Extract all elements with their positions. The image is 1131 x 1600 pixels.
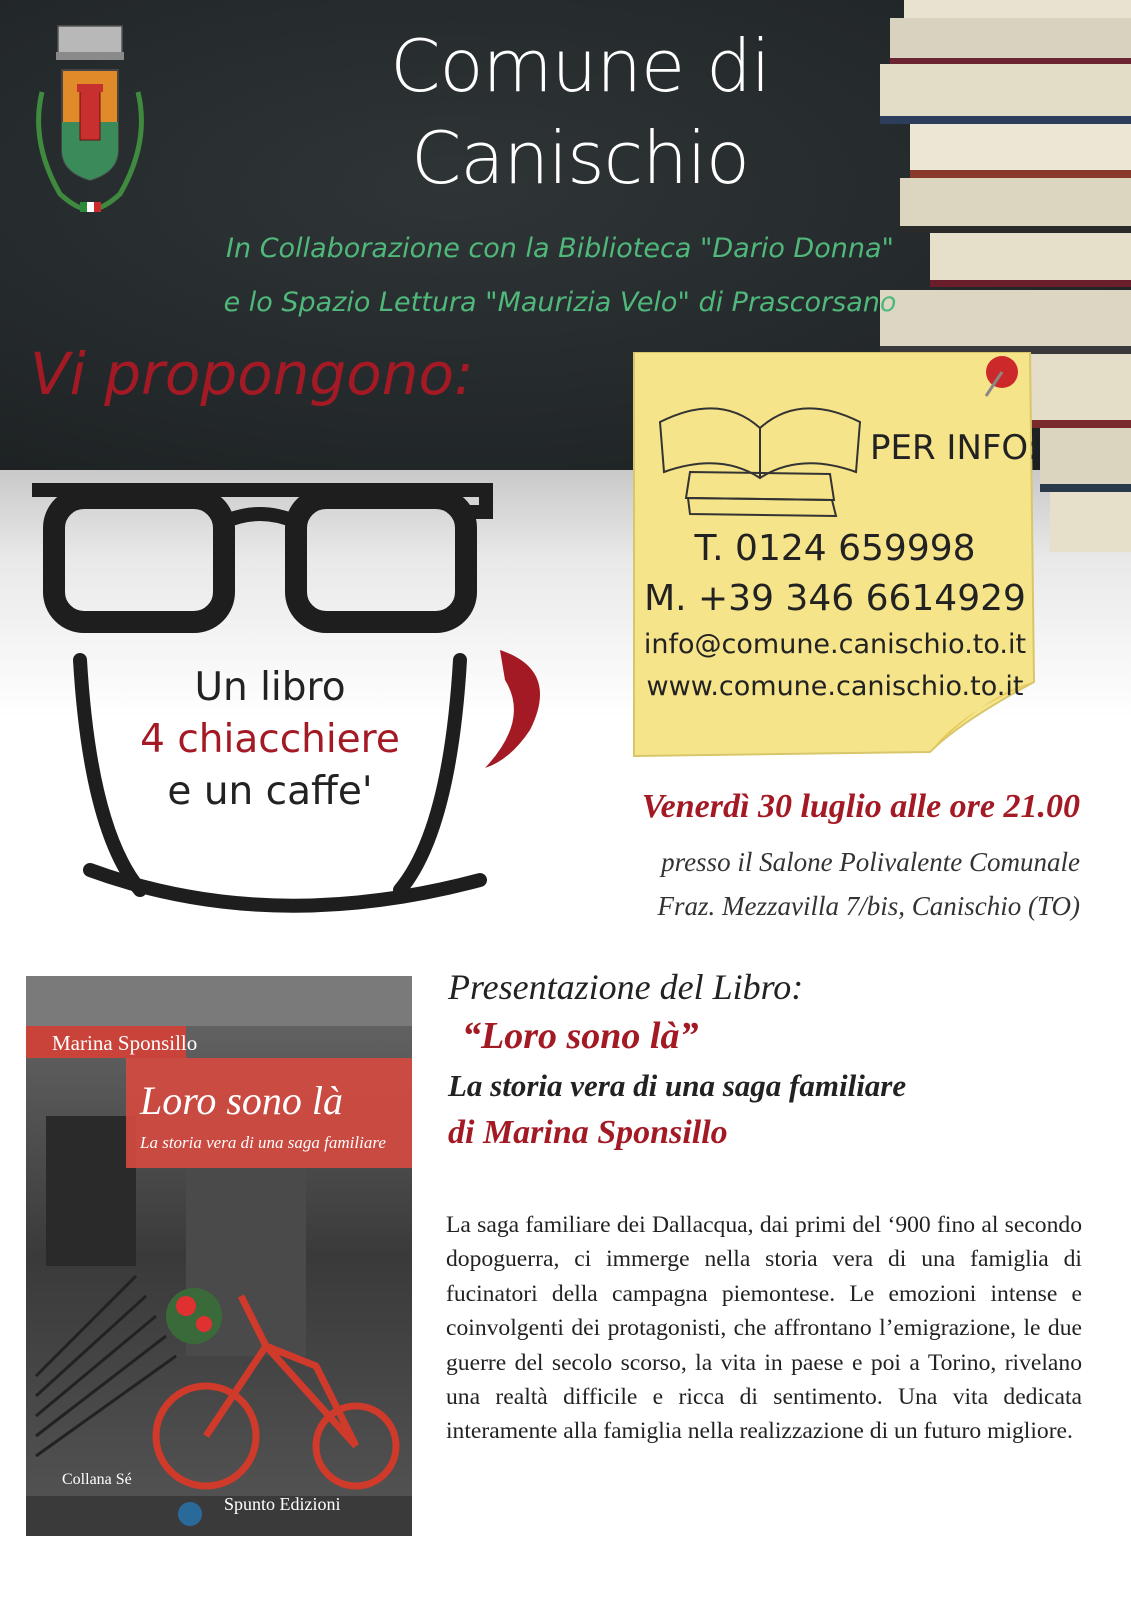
info-contacts: [640, 524, 1030, 708]
logo-line-3: e un caffe': [167, 769, 373, 814]
logo-text: [120, 662, 420, 818]
book-title: “Loro sono là”: [462, 1015, 699, 1057]
collab-line-2: e lo Spazio Lettura "Maurizia Velo" di Prascorsano: [223, 287, 897, 318]
page-title: [300, 20, 860, 204]
glasses-icon: [24, 478, 494, 638]
event-location: [480, 840, 1080, 928]
collaboration-text: [180, 222, 940, 330]
book-cover-image: [26, 976, 412, 1536]
mobile-number[interactable]: M. +39 346 6614929: [644, 578, 1026, 619]
book-subtitle: La storia vera di una saga familiare: [448, 1068, 907, 1103]
collab-line-1: In Collaborazione con la Biblioteca "Dario Donna": [226, 233, 894, 264]
municipality-crest-icon: [20, 22, 160, 222]
website-link[interactable]: www.comune.canischio.to.it: [646, 671, 1024, 702]
title-line-1: Comune di: [390, 24, 770, 108]
title-line-2: Canischio: [411, 116, 749, 200]
book-description: La saga familiare dei Dallacqua, dai primi del ‘900 fino al secondo dopoguerra, ci immerge nella storia vera di una famiglia di fucinatori della campagna piemontese. Le emozioni intense e coinvolgenti dei protagonisti, che affrontano l’emigrazione, le due guerre del secolo scorso, la vita in paese e poi a Torino, rivelano una realtà difficile e ricca di sentimento. Una vita dedicata interamente alla famiglia nella realizzazione di un futuro migliore.: [446, 1212, 1082, 1445]
cover-publisher: Spunto Edizioni: [224, 1494, 341, 1514]
book-author: di Marina Sponsillo: [448, 1114, 728, 1151]
event-date: Venerdì 30 luglio alle ore 21.00: [641, 788, 1080, 825]
email-link[interactable]: info@comune.canischio.to.it: [643, 629, 1027, 660]
phone-number[interactable]: T. 0124 659998: [694, 528, 976, 569]
info-label: PER INFO:: [870, 428, 1040, 468]
cover-subtitle: La storia vera di una saga familiare: [140, 1133, 386, 1152]
propose-heading: Vi propongono:: [30, 340, 474, 408]
logo-line-2: 4 chiacchiere: [140, 717, 400, 762]
cover-series: Collana Sé: [62, 1471, 132, 1488]
cover-author: Marina Sponsillo: [52, 1031, 198, 1055]
event-place-line-2: Fraz. Mezzavilla 7/bis, Canischio (TO): [657, 891, 1080, 921]
logo-line-1: Un libro: [194, 665, 346, 710]
presentation-label: Presentazione del Libro:: [448, 967, 804, 1007]
cover-title: Loro sono là: [140, 1078, 344, 1123]
event-place-line-1: presso il Salone Polivalente Comunale: [661, 847, 1080, 877]
